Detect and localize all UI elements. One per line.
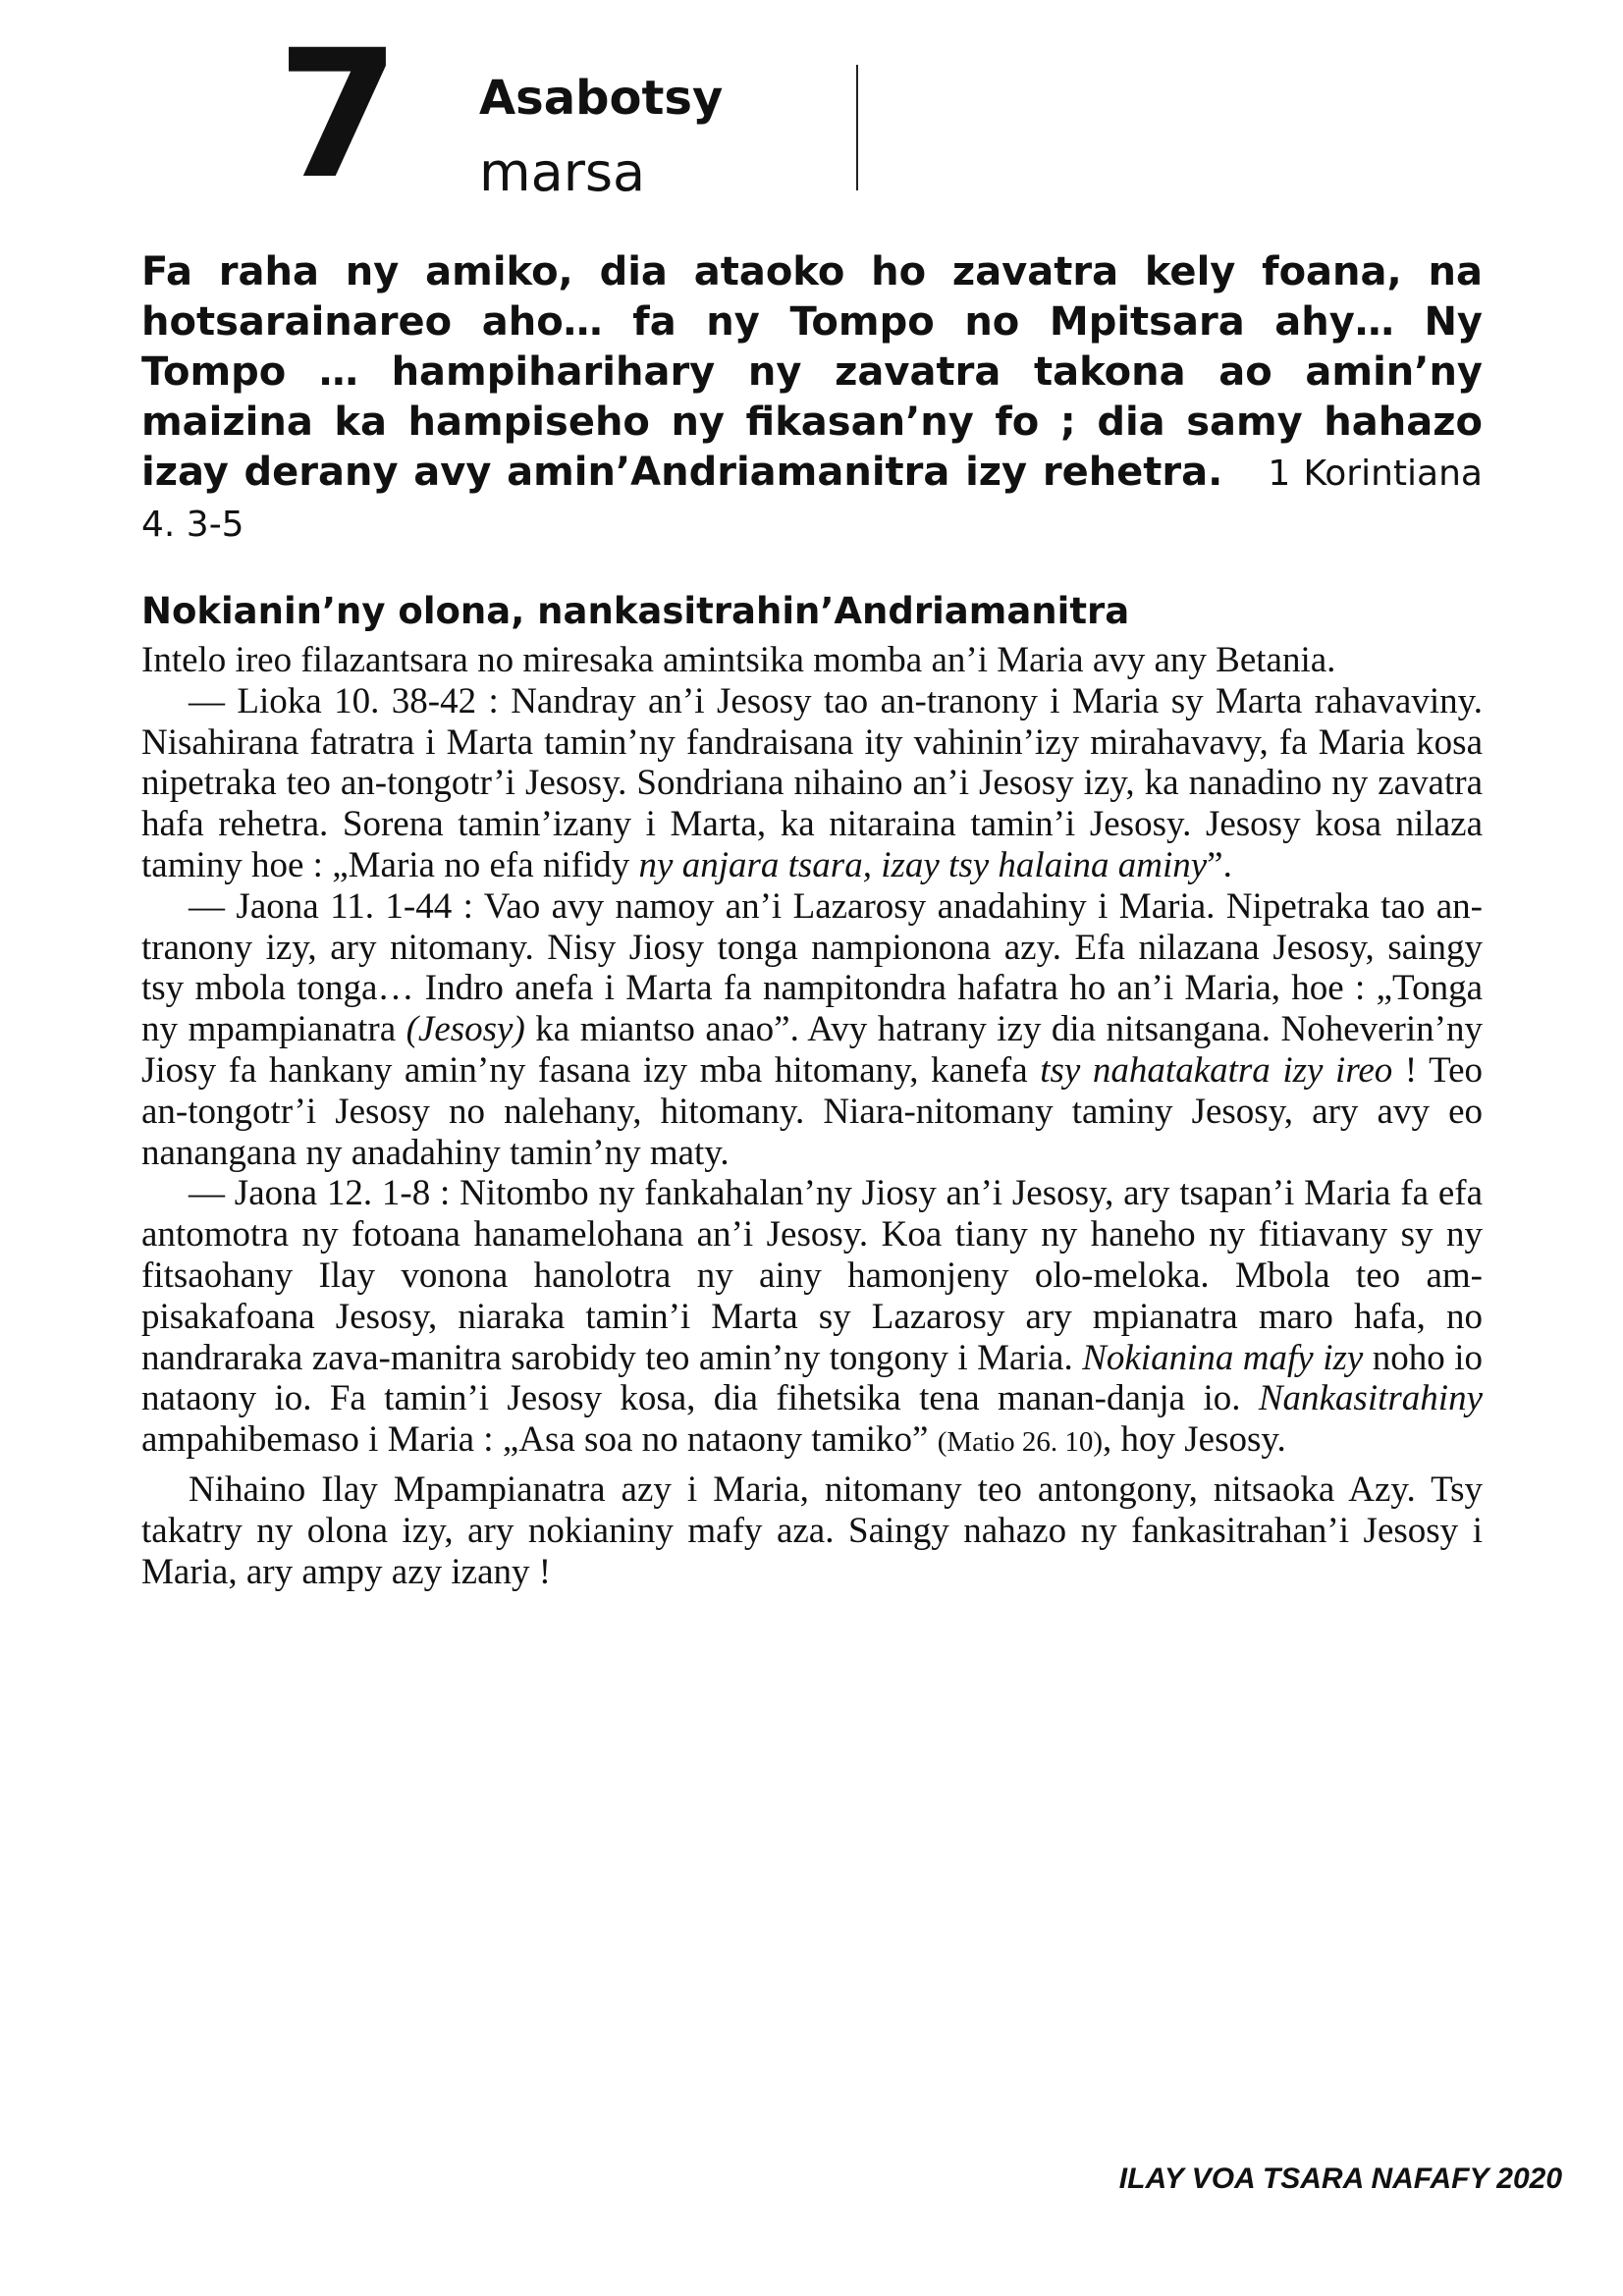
paragraph-john-12-text-d: , hoy Jesosy.: [1103, 1419, 1286, 1461]
paragraph-john-12: [141, 1173, 1483, 1464]
paragraph-john-12-text-a: — Jaona 12. 1-8 : Nitombo ny fankahalan’ny Jiosy an’i Jesosy, ary tsapan’i Maria fa efa antomotra ny fotoana hanamelohana an’i Jesosy. Koa tiany ny haneho ny fitiavany sy ny fitsaohany Ilay vonona hanolotra ny ainy hamonjeny olo-meloka. Mbola teo am-pisakafoana Jesosy, niaraka tamin’i Marta sy Lazarosy ary mpianatra maro hafa, no nandraraka zava-manitra sarobidy teo amin’ny tongony i Maria.: [141, 1173, 1483, 1378]
intro-paragraph: Intelo ireo filazantsara no miresaka amintsika momba an’i Maria avy any Betania.: [141, 640, 1336, 680]
paragraph-john-12-text-c: ampahibemaso i Maria : „Asa soa no nataony tamiko”: [141, 1419, 938, 1461]
day-name: Asabotsy: [479, 71, 724, 126]
paragraph-john-11: [141, 886, 1483, 1174]
paragraph-luke-text-a: — Lioka 10. 38-42 : Nandray an’i Jesosy tao an-tranony i Maria sy Marta rahavaviny. Nisahirana fatratra i Marta tamin’ny fandraisana ity vahinin’izy mirahavavy, fa Maria kosa nipetraka teo an-tongotr’i Jesosy. Sondriana nihaino an’i Jesosy izy, ka nanadino ny zavatra hafa rehetra. Sorena tamin’izany i Marta, ka nitaraina tamin’i Jesosy. Jesosy kosa nilaza taminy hoe : „Maria no efa nifidy: [141, 680, 1483, 885]
bible-verse: [141, 247, 1483, 550]
paragraph-john-11-italic-a: (Jesosy): [406, 1009, 525, 1050]
section-heading: Nokianin’ny olona, nankasitrahin’Andriamanitra: [141, 590, 1130, 632]
conclusion-paragraph: Nihaino Ilay Mpampianatra azy i Maria, nitomany teo antongony, nitsaoka Azy. Tsy takatry ny olona izy, ary nokianiny mafy aza. Saingy nahazo ny fankasitrahan’i Jesosy i Maria, ary ampy azy izany !: [141, 1468, 1483, 1592]
day-number: 7: [277, 13, 397, 218]
paragraph-john-12-italic-b: Nankasitrahiny: [1258, 1378, 1483, 1419]
paragraph-john-11-text-c: ! Teo an-tongotr’i Jesosy no nalehany, hitomany. Niara-nitomany taminy Jesosy, ary avy eo nanangana ny anadahiny tamin’ny maty.: [141, 1049, 1484, 1173]
verse-reference: 1 Korintiana 4. 3-5: [141, 454, 1483, 545]
paragraph-john-11-text-a: — Jaona 11. 1-44 : Vao avy namoy an’i Lazarosy anadahiny i Maria. Nipetraka tao an-tranony izy, ary nitomany. Nisy Jiosy tonga nampionona azy. Efa nilazana Jesosy, saingy tsy mbola tonga… Indro anefa i Marta fa nampitondra hafatra ho an’i Maria, hoe : „Tonga ny mpampianatra: [141, 885, 1483, 1050]
paragraph-john-11-italic-b: tsy nahatakatra izy ireo: [1040, 1049, 1393, 1091]
paragraph-john-12-text-b: noho io nataony io. Fa tamin’i Jesosy kosa, dia fihetsika tena manan-danja io.: [141, 1337, 1483, 1419]
body-text: [141, 640, 1483, 1592]
paragraph-john-11-text-b: ka miantso anao”. Avy hatrany izy dia nitsangana. Noheverin’ny Jiosy fa hankany amin’ny fasana izy mba hitomany, kanefa: [141, 1009, 1483, 1091]
footer-title: ILAY VOA TSARA NAFAFY 2020: [1118, 2163, 1562, 2195]
paragraph-john-12-italic-a: Nokianina mafy izy: [1082, 1337, 1364, 1378]
month-name: marsa: [479, 141, 646, 203]
paragraph-luke: [141, 681, 1483, 886]
paragraph-luke-text-b: ”.: [1207, 844, 1232, 885]
verse-text: Fa raha ny amiko, dia ataoko ho zavatra kely foana, na hotsarainareo aho… fa ny Tompo no Mpitsara ahy… Ny Tompo … hampiharihary ny zavatra takona ao amin’ny maizina ka hampiseho ny fikasan’ny fo ; dia samy hahazo izay derany avy amin’Andriamanitra izy rehetra.: [141, 249, 1483, 495]
header-divider: [856, 65, 858, 190]
paragraph-luke-italic-a: ny anjara tsara, izay tsy halaina aminy: [638, 844, 1208, 885]
matthew-reference: (Matio 26. 10): [937, 1426, 1104, 1459]
